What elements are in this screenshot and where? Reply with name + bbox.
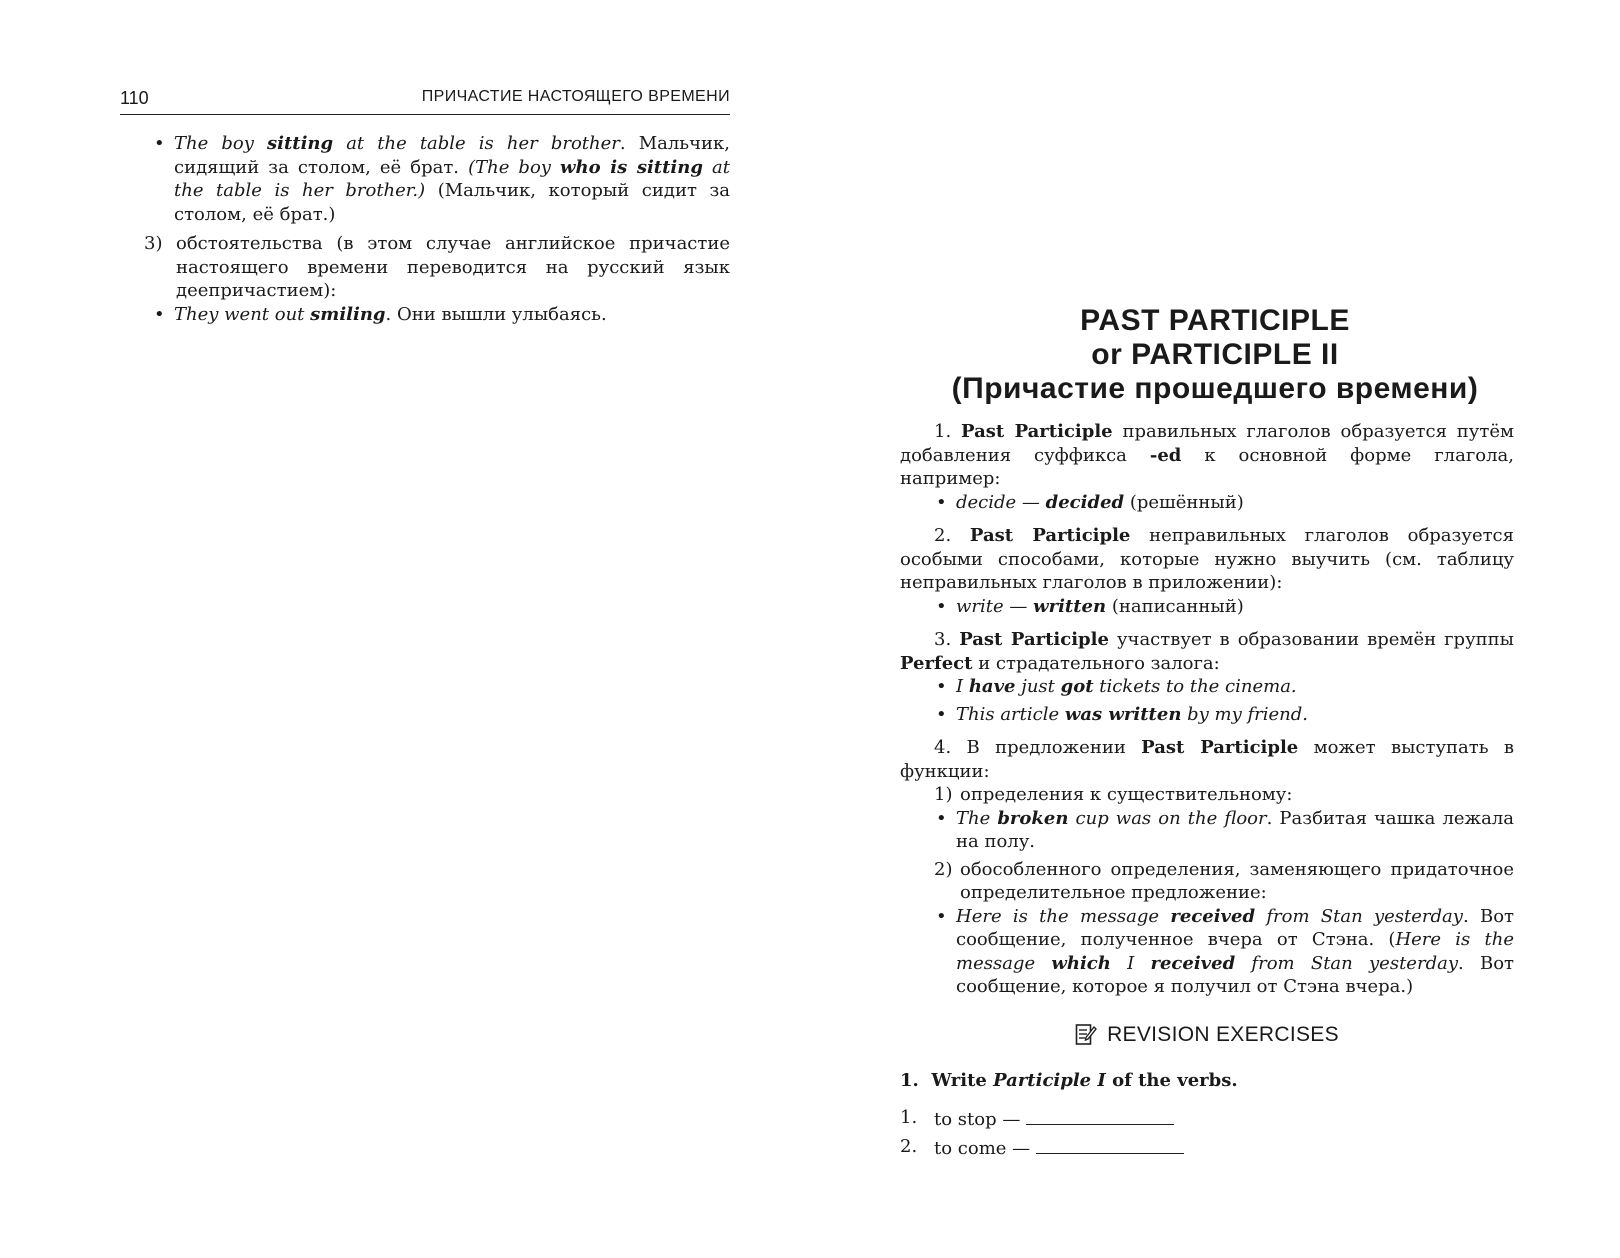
function-detached-attribute: 2) обособленного определения, заменяющего придаточное определительное предложение: bbox=[934, 858, 1514, 903]
right-page bbox=[810, 0, 1620, 1258]
revision-exercises-heading bbox=[900, 1023, 1514, 1047]
example-went-out-smiling: • They went out smiling. Они вышли улыбаясь. bbox=[152, 303, 730, 327]
function-attribute: 1) определения к существительному: bbox=[934, 784, 1293, 805]
left-page-body bbox=[144, 132, 730, 326]
section-title: PAST PARTICIPLE or PARTICIPLE II (Причастие прошедшего времени) bbox=[951, 304, 1479, 405]
exercise-1-title: 1. Write Participle I of the verbs. bbox=[900, 1069, 1238, 1091]
answer-blank[interactable] bbox=[1026, 1106, 1174, 1125]
example-decide: • decide — decided (решённый) bbox=[934, 491, 1514, 515]
running-head bbox=[120, 86, 730, 115]
example-have-got: • I have just got tickets to the cinema. bbox=[934, 675, 1514, 699]
rule-3: 3. Past Participle участвует в образовании времён группы Perfect и страдательного залога: bbox=[900, 629, 1514, 674]
right-page-body bbox=[900, 420, 1514, 1164]
rule-1: 1. Past Participle правильных глаголов образуется путём добавления суффикса -ed к основной форме глагола, например: bbox=[900, 421, 1514, 489]
answer-blank[interactable] bbox=[1036, 1135, 1184, 1154]
item-circumstance: 3) обстоятельства (в этом случае английское причастие настоящего времени переводится на русский язык деепричастием): bbox=[144, 233, 730, 301]
rule-4: 4. В предложении Past Participle может выступать в функции: bbox=[900, 737, 1514, 782]
example-write: • write — written (написанный) bbox=[934, 595, 1514, 619]
example-was-written: • This article was written by my friend. bbox=[934, 703, 1514, 727]
example-broken-cup: • The broken cup was on the floor. Разбитая чашка лежала на полу. bbox=[934, 807, 1514, 854]
exercise-item: 1. to stop — bbox=[900, 1106, 1514, 1135]
rule-2: 2. Past Participle неправильных глаголов образуется особыми способами, которые нужно выучить (см. таблицу неправильных глаголов в приложении): bbox=[900, 525, 1514, 593]
revision-heading-text: REVISION EXERCISES bbox=[1107, 1022, 1339, 1046]
page-number: 110 bbox=[120, 88, 149, 108]
exercise-item: 2. to come — bbox=[900, 1135, 1514, 1164]
example-boy-sitting: • The boy sitting at the table is her brother. Мальчик, сидящий за столом, её брат. (The boy who is sitting at the table is her brother.) (Мальчик, который сидит за столом, её брат.) bbox=[152, 132, 730, 226]
example-message-received: • Here is the message received from Stan yesterday. Вот сообщение, полученное вчера от Стэна. (Here is the message which I received from Stan yesterday. Вот сообщение, которое я получил от Стэна вчера.) bbox=[934, 905, 1514, 999]
notepad-pencil-icon bbox=[1075, 1023, 1097, 1047]
running-title: ПРИЧАСТИЕ НАСТОЯЩЕГО ВРЕМЕНИ bbox=[421, 88, 730, 105]
